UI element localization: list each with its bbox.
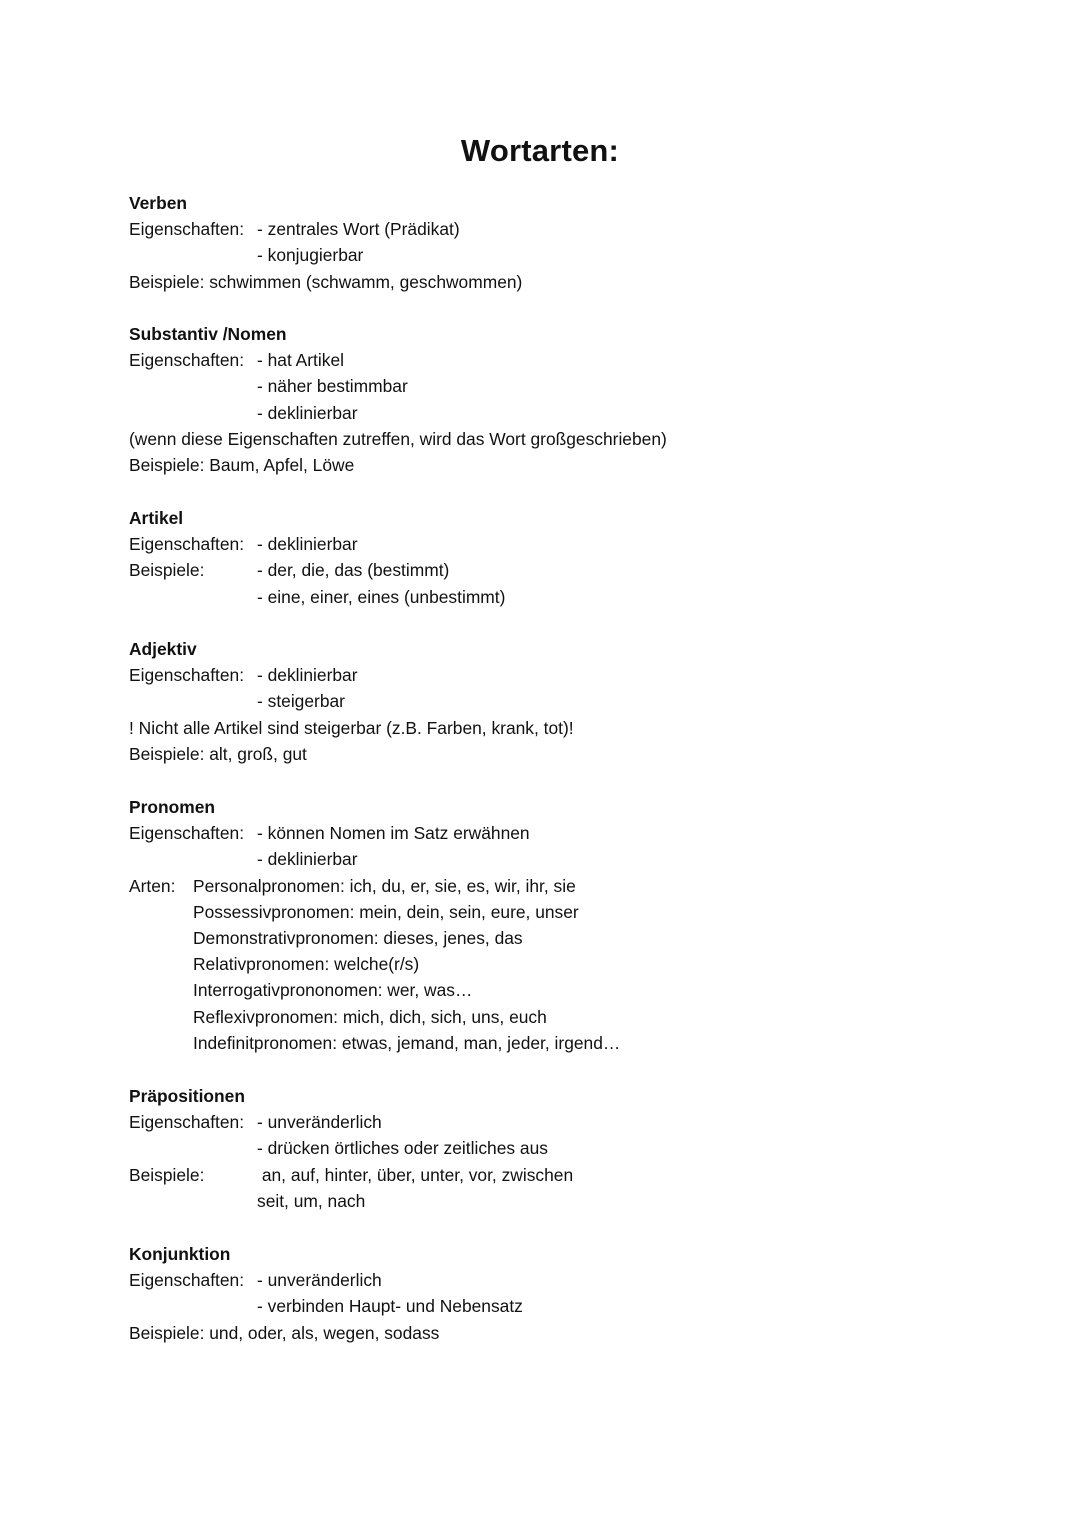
arten-item: Possessivpronomen: mein, dein, sein, eure, unser [193, 901, 579, 922]
arten-item: Demonstrativpronomen: dieses, jenes, das [193, 927, 523, 948]
arten-item: Relativpronomen: welche(r/s) [193, 954, 420, 975]
eigenschaften-label: Eigenschaften: [129, 219, 245, 240]
section-verben [129, 190, 989, 295]
section-konjunktion [129, 1241, 989, 1346]
eigenschaften-label: Eigenschaften: [129, 1270, 245, 1291]
eigenschaft-item: - hat Artikel [257, 350, 344, 371]
note-line: (wenn diese Eigenschaften zutreffen, wird das Wort großgeschrieben) [129, 428, 667, 449]
section-praepositionen [129, 1083, 989, 1214]
eigenschaft-item: - näher bestimmbar [257, 376, 408, 397]
eigenschaften-label: Eigenschaften: [129, 1112, 245, 1133]
eigenschaft-item: - deklinierbar [257, 665, 358, 686]
eigenschaft-item: - zentrales Wort (Prädikat) [257, 219, 460, 240]
eigenschaften-label: Eigenschaften: [129, 823, 245, 844]
arten-label: Arten: [129, 875, 176, 896]
section-heading: Verben [129, 193, 187, 213]
eigenschaft-item: - verbinden Haupt- und Nebensatz [257, 1296, 523, 1317]
arten-row [129, 873, 989, 899]
eigenschaften-row [129, 531, 989, 557]
beispiel-item: seit, um, nach [257, 1190, 366, 1211]
beispiel-item: an, auf, hinter, über, unter, vor, zwischen [257, 1164, 574, 1185]
page-title: Wortarten: [460, 133, 620, 168]
beispiele-line: Beispiele: schwimmen (schwamm, geschwommen) [129, 271, 523, 292]
arten-item: Personalpronomen: ich, du, er, sie, es, wir, ihr, sie [193, 875, 576, 896]
eigenschaften-row [129, 1109, 989, 1135]
eigenschaft-item: - deklinierbar [257, 534, 358, 555]
arten-item: Reflexivpronomen: mich, dich, sich, uns, euch [193, 1006, 547, 1027]
eigenschaften-row [129, 662, 989, 688]
section-substantiv [129, 321, 989, 478]
section-heading: Adjektiv [129, 639, 197, 659]
eigenschaft-item: - unveränderlich [257, 1270, 382, 1291]
beispiele-row [129, 557, 989, 583]
section-heading: Konjunktion [129, 1244, 231, 1264]
beispiele-line: Beispiele: Baum, Apfel, Löwe [129, 454, 355, 475]
section-pronomen [129, 794, 989, 1056]
beispiel-item: - der, die, das (bestimmt) [257, 560, 450, 581]
beispiele-label: Beispiele: [129, 1164, 205, 1185]
beispiele-line: Beispiele: alt, groß, gut [129, 743, 307, 764]
section-heading: Präpositionen [129, 1086, 245, 1106]
section-adjektiv [129, 636, 989, 767]
section-artikel [129, 505, 989, 610]
eigenschaft-item: - konjugierbar [257, 245, 364, 266]
eigenschaften-label: Eigenschaften: [129, 665, 245, 686]
beispiele-line: Beispiele: und, oder, als, wegen, sodass [129, 1322, 440, 1343]
eigenschaft-item: - steigerbar [257, 691, 345, 712]
section-heading: Substantiv /Nomen [129, 324, 287, 344]
beispiele-row [129, 1162, 989, 1188]
eigenschaft-item: - deklinierbar [257, 849, 358, 870]
beispiel-item: - eine, einer, eines (unbestimmt) [257, 586, 506, 607]
eigenschaften-row [129, 1267, 989, 1293]
eigenschaften-row [129, 347, 989, 373]
arten-item: Indefinitpronomen: etwas, jemand, man, jeder, irgend… [193, 1032, 621, 1053]
eigenschaft-item: - drücken örtliches oder zeitliches aus [257, 1138, 548, 1159]
eigenschaft-item: - unveränderlich [257, 1112, 382, 1133]
eigenschaften-row [129, 820, 989, 846]
eigenschaften-row [129, 216, 989, 242]
section-heading: Artikel [129, 508, 184, 528]
eigenschaft-item: - deklinierbar [257, 402, 358, 423]
note-line: ! Nicht alle Artikel sind steigerbar (z.B. Farben, krank, tot)! [129, 717, 574, 738]
eigenschaften-label: Eigenschaften: [129, 534, 245, 555]
eigenschaften-label: Eigenschaften: [129, 350, 245, 371]
beispiele-label: Beispiele: [129, 560, 205, 581]
section-heading: Pronomen [129, 797, 215, 817]
eigenschaft-item: - können Nomen im Satz erwähnen [257, 823, 530, 844]
arten-item: Interrogativprononomen: wer, was… [193, 980, 473, 1001]
